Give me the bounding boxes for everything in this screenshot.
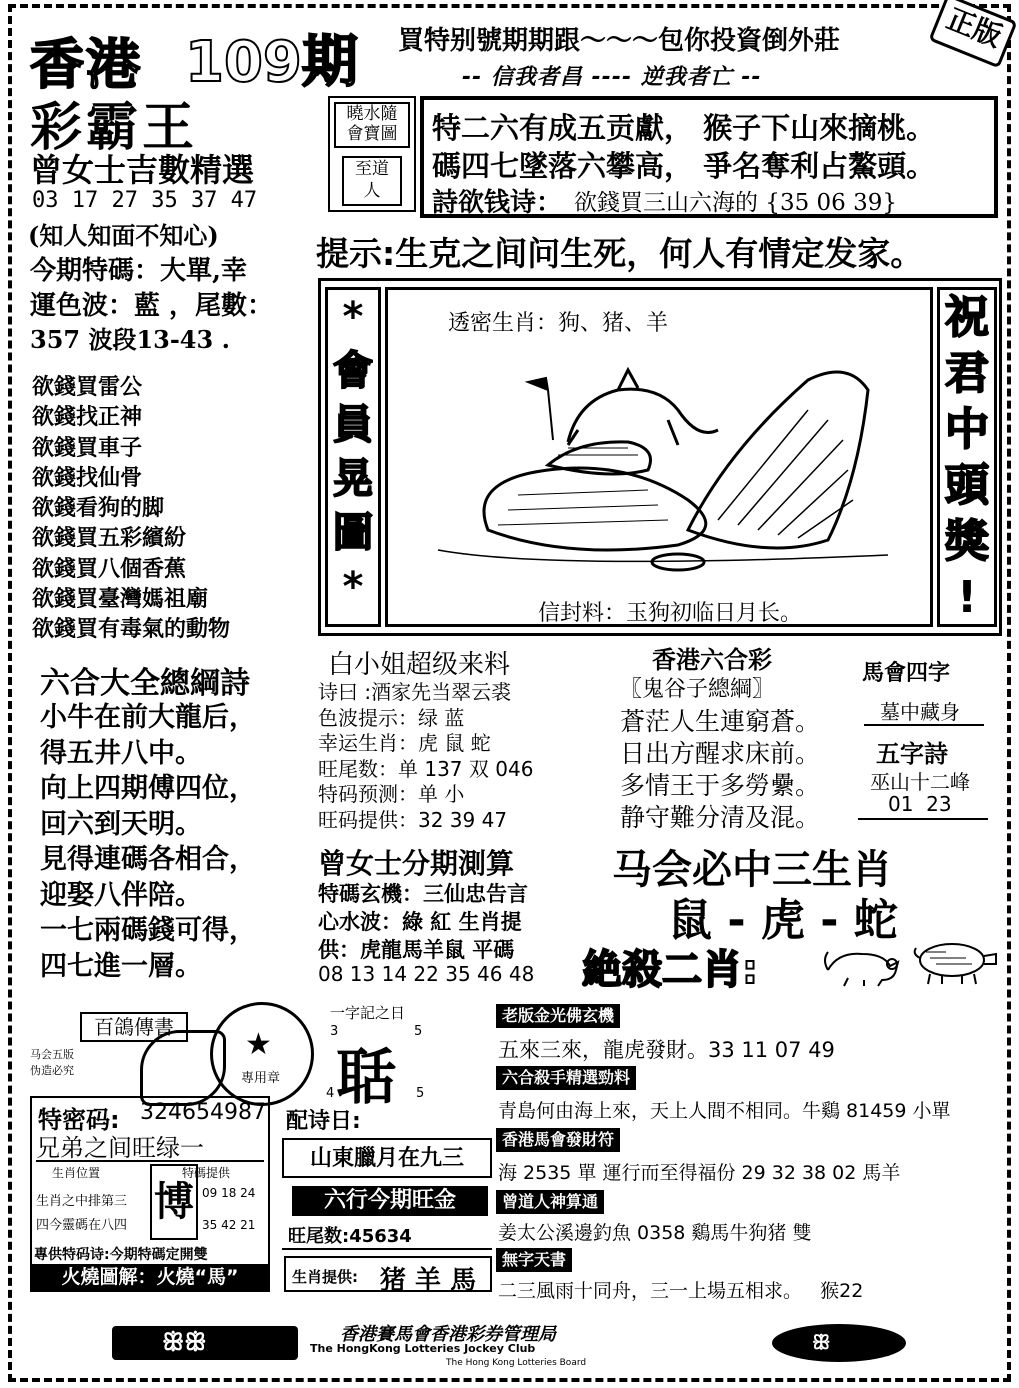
right-list-title: 香港馬會發財符 xyxy=(496,1128,620,1152)
picture-top-text: 透密生肖：狗、猪、羊 xyxy=(448,311,669,336)
six-line-tail: 旺尾数:45634 xyxy=(288,1226,412,1247)
five-word-title: 五字詩 xyxy=(876,740,948,768)
bai-line: 色波提示：绿 蓝 xyxy=(318,705,465,730)
footer-logo-left-mark: ꕥꕥ xyxy=(162,1328,207,1356)
hk-lotto-line: 多情王于多勞纍。 xyxy=(620,771,821,800)
special-label: 特密码: xyxy=(38,1106,120,1134)
special-code-block xyxy=(30,1096,270,1292)
stamp-note1: 马会五版 xyxy=(30,1048,74,1061)
right-banner-char: 中 xyxy=(945,404,989,455)
footer-en1: The HongKong Lotteries Jockey Club xyxy=(310,1342,536,1355)
zeng-period-title: 曾女士分期測算 xyxy=(318,847,515,880)
want-item: 欲錢看狗的脚 xyxy=(32,495,165,522)
bai-lines xyxy=(318,680,533,833)
zhengban-text: 正版 xyxy=(942,1,1007,54)
right-list-text: 海 2535 單 運行而至得福份 29 32 38 02 馬羊 xyxy=(498,1162,901,1184)
zeng-select-numbers: 03 17 27 35 37 47 xyxy=(32,188,258,213)
stamp-line1: 曉水隨 xyxy=(346,104,398,124)
left-banner-char: 晃 xyxy=(333,456,373,502)
position-line1: 生肖之中排第三 xyxy=(36,1194,128,1209)
one-word-char: 聒 xyxy=(336,1043,396,1113)
poem-line3-label: 詩欲钱诗： xyxy=(432,188,563,218)
footer-en2: The Hong Kong Lotteries Board xyxy=(446,1358,587,1368)
right-banner xyxy=(937,287,997,627)
zeng-select-line2: 今期特碼：大單,幸 xyxy=(30,256,248,286)
dog-rock-sketch xyxy=(428,330,898,580)
bai-line: 幸运生肖：虎 鼠 蛇 xyxy=(318,731,491,755)
stamp-top xyxy=(334,102,410,148)
baige-text: 百鴿傳書 xyxy=(94,1015,174,1039)
fire-bar: 火燒圖解：火燒“馬” xyxy=(32,1264,268,1290)
position-line2: 四今靈碼在八四 xyxy=(36,1218,128,1233)
hk-lotto-line: 日出方醒求床前。 xyxy=(620,739,821,768)
one-word-tl: 3 xyxy=(330,1024,339,1039)
right-banner-char: 祝 xyxy=(945,292,989,343)
hk-lotto-lines xyxy=(620,706,820,834)
want-item: 欲錢找仙骨 xyxy=(32,464,143,491)
bai-title: 白小姐超级来料 xyxy=(328,650,511,680)
horse-four-phrase: 墓中藏身 xyxy=(880,700,960,724)
monkey-icon xyxy=(818,940,904,988)
liuhe-poem-line: 四七進一層。 xyxy=(40,950,202,982)
footer-logo-right-mark: ꕥ xyxy=(812,1330,831,1354)
left-banner-char: 會 xyxy=(333,348,373,394)
stamp-line4: 人 xyxy=(363,181,381,201)
picture-bottom-text: 信封料：玉狗初临日月长。 xyxy=(538,601,803,626)
zeng-period-line3: 供：虎龍馬羊鼠 平碼 xyxy=(318,937,515,962)
want-item: 欲錢買八個香蕉 xyxy=(32,555,187,582)
stamp-line2: 會寶圖 xyxy=(346,124,398,144)
one-word-tr: 5 xyxy=(414,1024,423,1039)
one-word-bl: 4 xyxy=(326,1086,335,1101)
bo-box xyxy=(150,1164,198,1240)
horse-four-title: 馬會四字 xyxy=(862,661,951,686)
hk-lotto-title: 香港六合彩 xyxy=(652,646,772,674)
zeng-select-line1: (知人知面不知心) xyxy=(28,221,219,250)
one-word-title: 一字記之日 xyxy=(330,1004,406,1022)
bai-line: 旺码提供：32 39 47 xyxy=(318,807,508,832)
hk-lotto-line: 静守難分清及混。 xyxy=(620,803,821,832)
want-item: 欲錢找正神 xyxy=(32,404,143,431)
left-banner xyxy=(325,287,381,627)
want-item: 欲錢買臺灣媽祖廟 xyxy=(32,586,209,613)
stamp-bottom xyxy=(342,156,402,206)
want-item: 欲錢買車子 xyxy=(32,434,143,461)
hk-lotto-subtitle: 〖鬼谷子總綱〗 xyxy=(620,677,775,702)
sx-box xyxy=(284,1256,492,1296)
liuhe-poem-line: 見得連碼各相合， xyxy=(40,844,256,875)
right-list-text: 二三風雨十同舟，三一上場五相求。 猴22 xyxy=(498,1280,864,1302)
footer-logo-left xyxy=(112,1326,298,1360)
stamp-line3: 至道 xyxy=(355,159,389,179)
left-banner-char: 圖 xyxy=(333,510,373,556)
picture-frame xyxy=(318,278,1002,636)
provide-nums1: 09 18 24 xyxy=(202,1186,256,1200)
six-line-title: 六行今期旺金 xyxy=(292,1186,488,1216)
liuhe-poem-lines xyxy=(40,700,256,984)
want-item: 欲錢買雷公 xyxy=(32,374,143,400)
five-word-numbers: 01 23 xyxy=(888,792,952,816)
issue-number: 109期 xyxy=(185,30,358,95)
seal-scribble xyxy=(140,1030,226,1106)
footer-logo-right xyxy=(772,1324,906,1362)
five-word-phrase: 巫山十二峰 xyxy=(870,770,970,794)
special-table xyxy=(36,1160,264,1242)
zeng-period-line1: 特碼玄機：三仙忠告言 xyxy=(318,881,528,906)
zeng-period-line4: 08 13 14 22 35 46 48 xyxy=(318,962,535,986)
poem-line2: 碼四七墜落六攀高， 爭名奪利占鰲頭。 xyxy=(432,149,936,183)
six-line-divider xyxy=(282,1248,492,1250)
liuhe-poem-title: 六合大全總綱詩 xyxy=(40,666,250,701)
left-banner-star: * xyxy=(342,564,364,610)
right-banner-char: ! xyxy=(956,572,978,623)
head-position: 生肖位置 xyxy=(52,1166,101,1180)
horse-four-divider xyxy=(864,724,984,726)
liuhe-poem-line: 一七兩碼錢可得， xyxy=(40,915,256,946)
hk-lotto-line: 蒼茫人生連窮蒼。 xyxy=(620,707,821,736)
left-banner-char: 員 xyxy=(333,402,373,448)
sx-animals: 猪 羊 馬 xyxy=(380,1266,477,1296)
three-sx-title: 马会必中三生肖 xyxy=(612,847,892,893)
hint-text: 提示:生克之间问生死，何人有情定发家。 xyxy=(316,234,924,273)
title-hongkong: 香港 xyxy=(30,33,142,96)
provide-nums2: 35 42 21 xyxy=(202,1218,256,1232)
head-provide: 特碼提供 xyxy=(182,1166,231,1180)
sub-slogan: -- 信我者昌 ---- 逆我者亡 -- xyxy=(462,65,762,90)
footer-cn: 香港賽馬會香港彩券管理局 xyxy=(340,1324,556,1345)
right-list-title: 無字天書 xyxy=(496,1248,572,1272)
stamp-block xyxy=(328,96,416,212)
want-item: 欲錢買有毒氣的動物 xyxy=(32,616,231,643)
title-caibawang: 彩霸王 xyxy=(30,98,199,158)
zeng-period-line2: 心水波：綠 紅 生肖提 xyxy=(318,909,522,934)
sx-label: 生肖提供: xyxy=(292,1268,358,1286)
seal-text: 專用章 xyxy=(241,1071,281,1086)
right-list-title: 六合殺手精選勁料 xyxy=(496,1066,636,1090)
stamp-note2: 伪造必究 xyxy=(30,1064,74,1077)
zeng-select-line4: 357 波段13-43 . xyxy=(30,325,230,354)
poem-box xyxy=(420,96,998,218)
bai-line: 诗曰 :酒家先当翠云裘 xyxy=(318,680,512,704)
want-list xyxy=(32,372,230,645)
slogan: 買特别號期期跟～～～包你投資倒外莊 xyxy=(398,26,841,56)
liuhe-poem-line: 得五井八中。 xyxy=(40,737,202,769)
poem-line1: 特二六有成五贡獻， 猴子下山來摘桃。 xyxy=(432,111,936,145)
zeng-select-title: 曾女士吉數精選 xyxy=(30,151,255,189)
right-list-title: 曾道人神算通 xyxy=(496,1190,604,1214)
right-list-text: 姜太公溪邊釣魚 0358 鷄馬牛狗猪 雙 xyxy=(498,1222,812,1244)
bo-char: 博 xyxy=(154,1179,194,1225)
center-picture xyxy=(385,287,933,627)
liuhe-poem-line: 回六到天明。 xyxy=(40,808,202,840)
poem-box-small xyxy=(282,1138,492,1178)
special-code: 324654987 xyxy=(140,1100,266,1125)
special-brother: 兄弟之间旺绿一 xyxy=(36,1134,204,1162)
want-item: 欲錢買五彩繽紛 xyxy=(32,525,187,552)
bai-line: 特码预测：单 小 xyxy=(318,782,465,806)
right-list-text: 青島何由海上來，天上人間不相同。牛鷄 81459 小單 xyxy=(498,1100,951,1122)
bai-line: 旺尾数：单 137 双 046 xyxy=(318,756,534,781)
horse-four-box-line xyxy=(858,818,988,820)
zeng-select-line3: 運色波：藍 ，尾數： xyxy=(30,291,274,321)
poem-text: 山東臘月在九三 xyxy=(309,1145,464,1171)
left-banner-star: * xyxy=(342,294,364,340)
poem-label: 配诗日: xyxy=(286,1109,361,1134)
right-list-text: 五來三來，龍虎發財。33 11 07 49 xyxy=(498,1038,835,1062)
three-sx-animals: 鼠 - 虎 - 蛇 xyxy=(668,895,898,946)
one-word-br: 5 xyxy=(416,1086,425,1101)
special-exclusive: 專供特码诗:今期特碼定開雙 xyxy=(34,1247,208,1263)
liuhe-poem-line: 迎娶八伴陪。 xyxy=(40,879,202,911)
right-list-title: 老版金光佛玄機 xyxy=(496,1004,620,1028)
liuhe-poem-line: 小牛在前大龍后， xyxy=(40,702,256,733)
right-banner-char: 頭 xyxy=(945,460,989,511)
right-banner-char: 獎 xyxy=(945,516,989,567)
right-banner-char: 君 xyxy=(945,348,989,399)
poem-line3-text: 欲錢買三山六海的 {35 06 39} xyxy=(574,190,897,216)
seal-star: ★ xyxy=(245,1027,272,1062)
kill-two-title: 絶殺二肖: xyxy=(582,947,758,993)
pig-icon xyxy=(906,934,1002,986)
liuhe-poem-line: 向上四期傅四位， xyxy=(40,773,256,804)
